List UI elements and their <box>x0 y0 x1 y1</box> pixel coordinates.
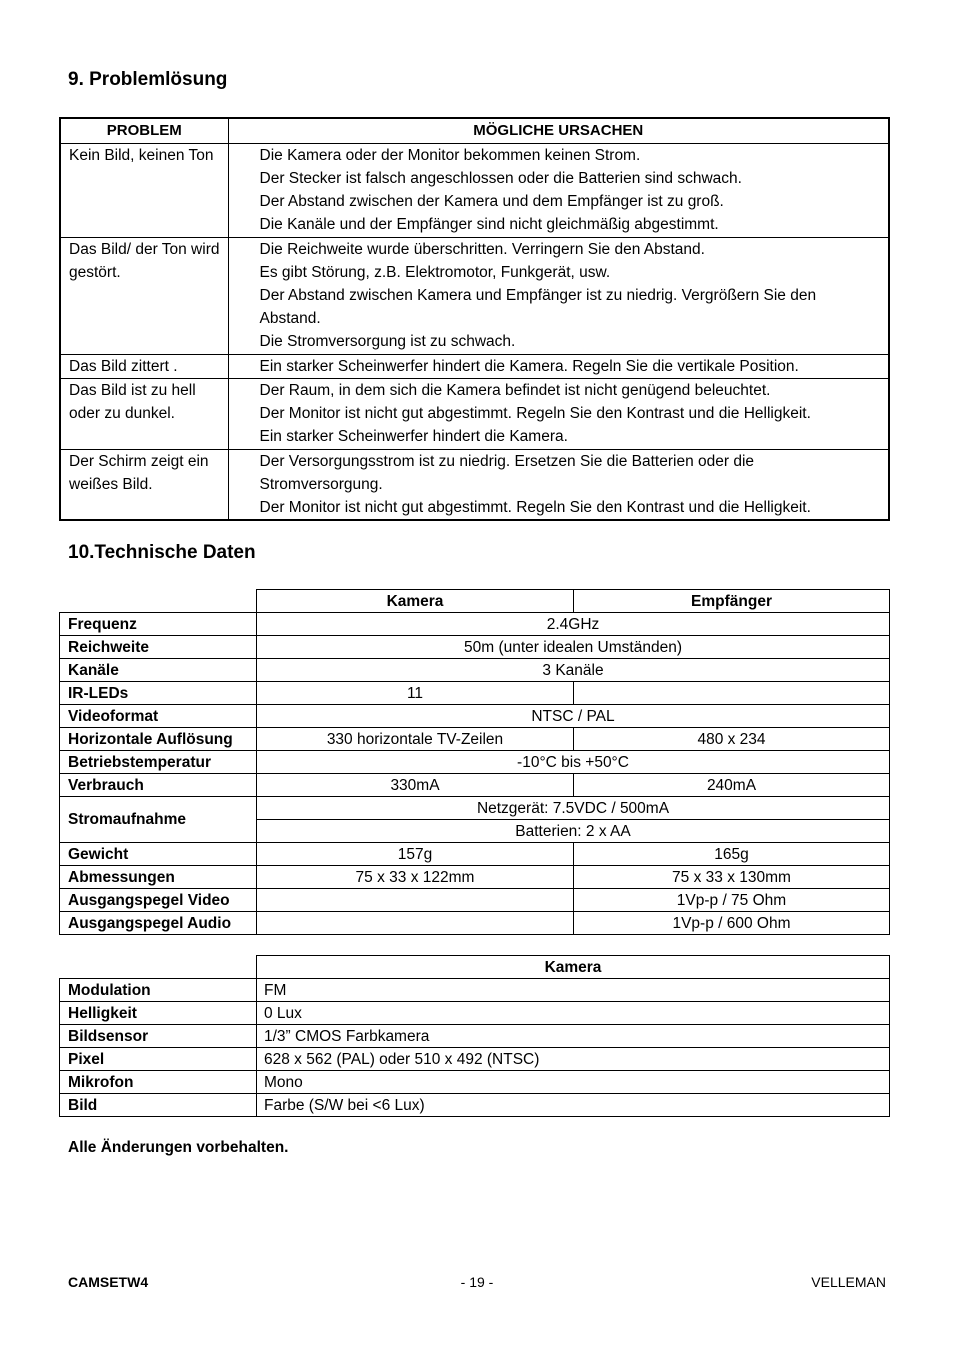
table-row <box>60 1048 890 1071</box>
causes-cell <box>228 237 889 354</box>
row-label: Horizontale Auflösung <box>60 728 257 751</box>
troubleshooting-table <box>59 117 890 521</box>
header-causes: MÖGLICHE URSACHEN <box>228 118 889 143</box>
footer-model: CAMSETW4 <box>68 1274 149 1290</box>
camera-specs-table <box>59 955 890 1117</box>
receiver-value: 480 x 234 <box>574 728 890 751</box>
row-label: Reichweite <box>60 636 257 659</box>
table-header-row <box>60 956 890 979</box>
cause-line: Die Reichweite wurde überschritten. Verringern Sie den Abstand. <box>259 240 705 258</box>
table-row <box>60 378 889 449</box>
table-row <box>60 979 890 1002</box>
camera-value: 330mA <box>257 774 574 797</box>
cause-line: Der Abstand zwischen Kamera und Empfänger ist zu niedrig. Vergrößern Sie den Abstand. <box>259 286 817 327</box>
row-value: -10°C bis +50°C <box>257 751 890 774</box>
table-row <box>60 1094 890 1117</box>
causes-cell <box>228 449 889 520</box>
row-label: Modulation <box>60 979 257 1002</box>
table-row <box>60 728 890 751</box>
receiver-value: 1Vp-p / 600 Ohm <box>574 912 890 935</box>
receiver-value: 1Vp-p / 75 Ohm <box>574 889 890 912</box>
receiver-value <box>574 682 890 705</box>
cause-line: Es gibt Störung, z.B. Elektromotor, Funkgerät, usw. <box>259 263 611 281</box>
table-header-row <box>60 590 890 613</box>
table-row <box>60 1025 890 1048</box>
empty-corner <box>60 590 257 613</box>
row-label: Verbrauch <box>60 774 257 797</box>
table-row <box>60 866 890 889</box>
table-row <box>60 237 889 354</box>
row-label: Ausgangspegel Video <box>60 889 257 912</box>
row-value: 2.4GHz <box>257 613 890 636</box>
row-value: Batterien: 2 x AA <box>257 820 890 843</box>
cause-line: Der Monitor ist nicht gut abgestimmt. Regeln Sie den Kontrast und die Helligkeit. <box>259 498 811 516</box>
row-label: Frequenz <box>60 613 257 636</box>
technical-data-table <box>59 589 890 935</box>
row-value: 50m (unter idealen Umständen) <box>257 636 890 659</box>
camera-value: 157g <box>257 843 574 866</box>
problem-cell: Das Bild/ der Ton wird gestört. <box>60 237 228 354</box>
table-row <box>60 659 890 682</box>
table-row <box>60 705 890 728</box>
causes-cell <box>228 378 889 449</box>
table-row <box>60 1002 890 1025</box>
table-row <box>60 751 890 774</box>
cause-line: Der Stecker ist falsch angeschlossen oder die Batterien sind schwach. <box>259 169 742 187</box>
table-row <box>60 682 890 705</box>
cause-line: Die Kanäle und der Empfänger sind nicht gleichmäßig abgestimmt. <box>259 215 719 233</box>
causes-cell <box>228 354 889 378</box>
row-label: Ausgangspegel Audio <box>60 912 257 935</box>
camera-value: 75 x 33 x 122mm <box>257 866 574 889</box>
row-value: 0 Lux <box>257 1002 890 1025</box>
cause-line: Der Abstand zwischen der Kamera und dem Empfänger ist zu groß. <box>259 192 724 210</box>
header-receiver: Empfänger <box>574 590 890 613</box>
row-label: Bildsensor <box>60 1025 257 1048</box>
row-label: Videoformat <box>60 705 257 728</box>
header-camera: Kamera <box>257 956 890 979</box>
receiver-value: 165g <box>574 843 890 866</box>
cause-line: Die Kamera oder der Monitor bekommen keinen Strom. <box>259 146 641 164</box>
table-row <box>60 354 889 378</box>
problem-cell: Das Bild zittert . <box>60 354 228 378</box>
camera-value <box>257 912 574 935</box>
header-problem: PROBLEM <box>60 118 228 143</box>
table-row <box>60 843 890 866</box>
row-value: 1/3” CMOS Farbkamera <box>257 1025 890 1048</box>
row-value: 628 x 562 (PAL) oder 510 x 492 (NTSC) <box>257 1048 890 1071</box>
camera-value: 330 horizontale TV-Zeilen <box>257 728 574 751</box>
receiver-value: 75 x 33 x 130mm <box>574 866 890 889</box>
table-row <box>60 1071 890 1094</box>
row-label: Gewicht <box>60 843 257 866</box>
cause-line: Ein starker Scheinwerfer hindert die Kamera. <box>259 427 568 445</box>
cause-line: Der Monitor ist nicht gut abgestimmt. Regeln Sie den Kontrast und die Helligkeit. <box>259 404 811 422</box>
causes-cell <box>228 143 889 237</box>
cause-line: Der Raum, in dem sich die Kamera befindet ist nicht genügend beleuchtet. <box>259 381 771 399</box>
row-value: Farbe (S/W bei <6 Lux) <box>257 1094 890 1117</box>
table-row <box>60 636 890 659</box>
section-title-troubleshooting: 9. Problemlösung <box>68 69 228 90</box>
row-value: Mono <box>257 1071 890 1094</box>
problem-cell: Das Bild ist zu hell oder zu dunkel. <box>60 378 228 449</box>
changes-reserved-note: Alle Änderungen vorbehalten. <box>68 1139 289 1156</box>
row-label: Pixel <box>60 1048 257 1071</box>
camera-value <box>257 889 574 912</box>
problem-cell: Der Schirm zeigt ein weißes Bild. <box>60 449 228 520</box>
receiver-value: 240mA <box>574 774 890 797</box>
row-label: Abmessungen <box>60 866 257 889</box>
footer-brand: VELLEMAN <box>811 1274 886 1290</box>
row-value: Netzgerät: 7.5VDC / 500mA <box>257 797 890 820</box>
table-row <box>60 797 890 820</box>
row-label: Helligkeit <box>60 1002 257 1025</box>
header-camera: Kamera <box>257 590 574 613</box>
footer-page-number: - 19 - <box>460 1274 494 1290</box>
camera-value: 11 <box>257 682 574 705</box>
row-value: FM <box>257 979 890 1002</box>
cause-line: Der Versorgungsstrom ist zu niedrig. Ersetzen Sie die Batterien oder die Stromversorgung. <box>259 452 755 493</box>
table-header-row <box>60 118 889 143</box>
section-title-technical-data: 10.Technische Daten <box>68 542 256 563</box>
row-label: Betriebstemperatur <box>60 751 257 774</box>
empty-corner <box>60 956 257 979</box>
row-label: Bild <box>60 1094 257 1117</box>
row-label: Kanäle <box>60 659 257 682</box>
row-value: NTSC / PAL <box>257 705 890 728</box>
row-label: Stromaufnahme <box>60 797 257 843</box>
table-row <box>60 613 890 636</box>
cause-line: Ein starker Scheinwerfer hindert die Kamera. Regeln Sie die vertikale Position. <box>259 357 799 375</box>
table-row <box>60 774 890 797</box>
problem-cell: Kein Bild, keinen Ton <box>60 143 228 237</box>
table-row <box>60 889 890 912</box>
row-label: IR-LEDs <box>60 682 257 705</box>
row-label: Mikrofon <box>60 1071 257 1094</box>
table-row <box>60 143 889 237</box>
cause-line: Die Stromversorgung ist zu schwach. <box>259 332 516 350</box>
table-row <box>60 449 889 520</box>
row-value: 3 Kanäle <box>257 659 890 682</box>
table-row <box>60 912 890 935</box>
